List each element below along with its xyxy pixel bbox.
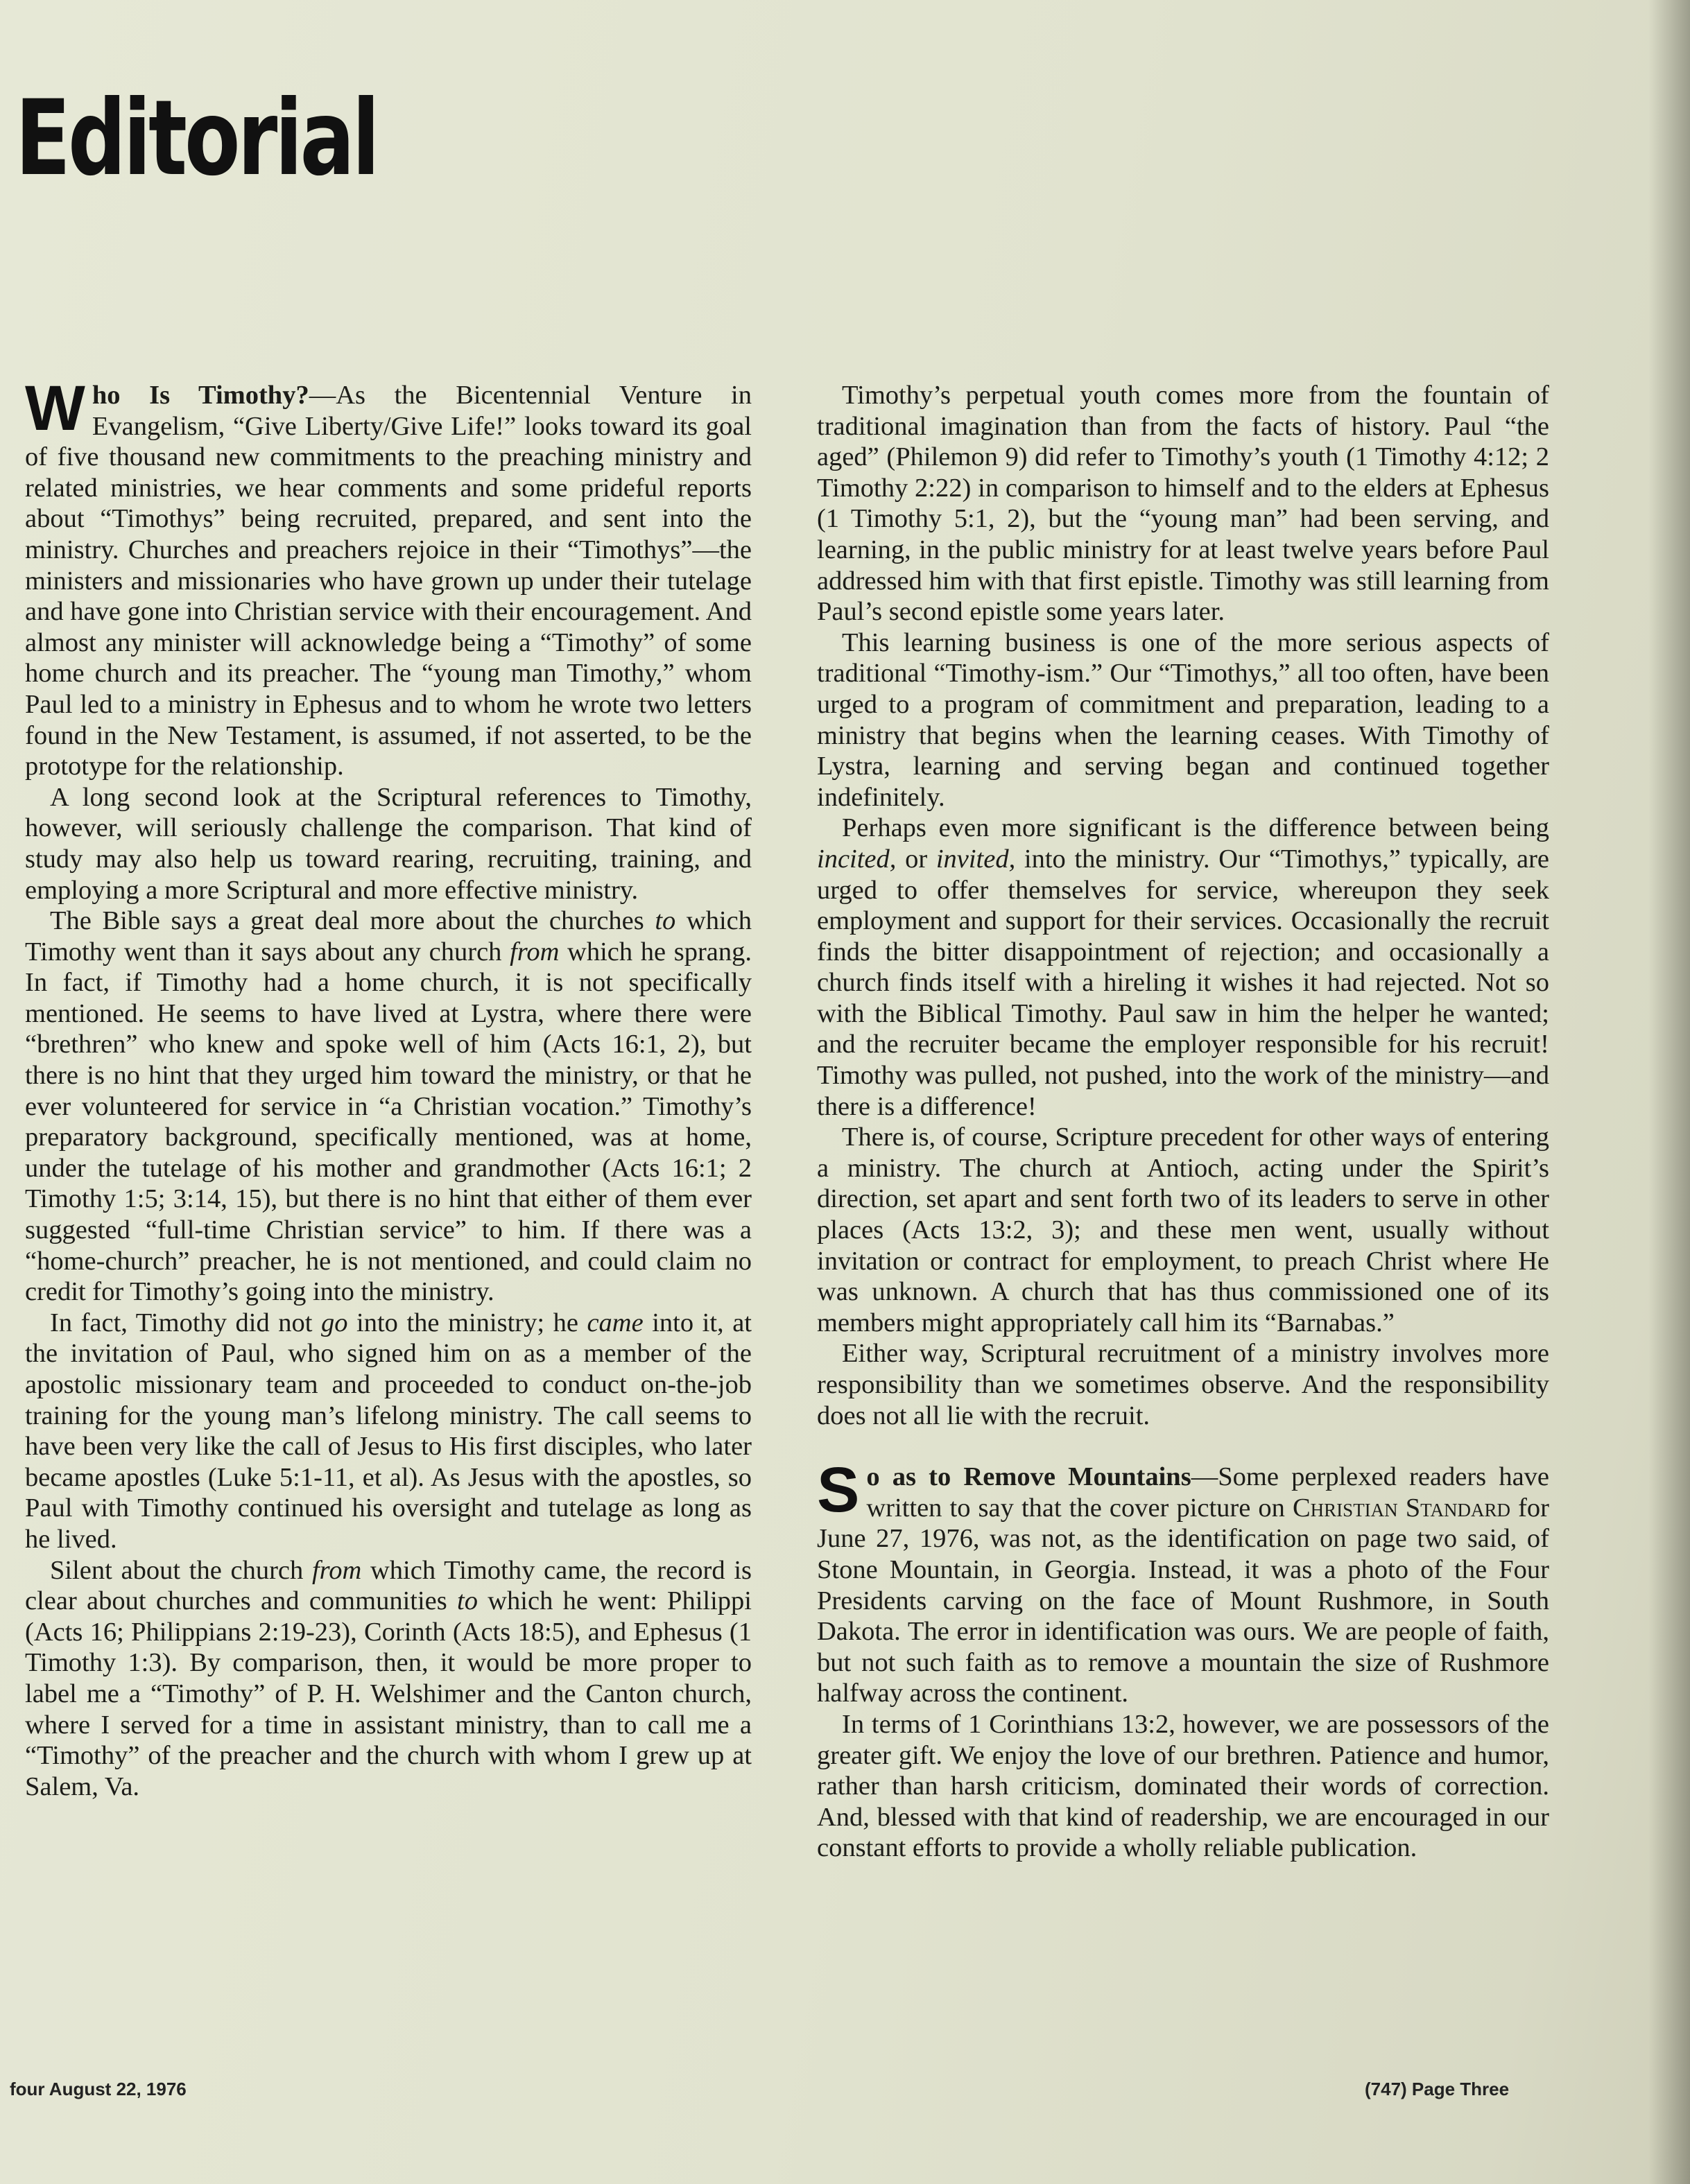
article-timothy-paragraph-10: Either way, Scriptural recruitment of a ministry involves more responsibility than we sometimes observe. And the responsibility does not all lie with the recruit. [817,1339,1549,1430]
text-run: which Timothy came, the record is clear about churches and communities [25,1555,752,1616]
text-run: which he went: Philippi (Acts 16; Philippians 2:19-23), Corinth (Acts 18:5), and Ephesus (1 Timothy 1:3). By comparison, then, it would be more proper to label me a “Timothy” of P. H. Welshimer and the Canton church, where I served for a time in assistant ministry, than to call me a “Timothy” of the preacher and the church with whom I grew up at Salem, Va. [25,1586,752,1801]
italic-run: go [321,1308,348,1337]
footer-page-number: (747) Page Three [1365,2079,1510,2099]
text-run: which he sprang. In fact, if Timothy had a home church, it is not specifically mentioned. He seems to have lived at Lystra, where there were “brethren” who knew and spoke well of him (Acts 16:1, 2), but there is no hint that they urged him toward the ministry, or that he ever volunteered for service in “a Christian vocation.” Timothy’s preparatory background, specifically mentioned, was at home, under the tutelage of his mother and grandmother (Acts 16:1; 2 Timothy 1:5; 3:14, 15), but there is no hint that either of them ever suggested “full-time Christian service” to him. If there was a “home-church” preacher, he is not mentioned, and could claim no credit for Timothy’s going into the ministry. [25,937,752,1307]
article-timothy-lead-paragraph [25,373,752,782]
italic-run: to [457,1586,478,1616]
text-run: —Some perplexed readers have written to say that the cover picture on [866,1462,1550,1523]
text-run: Silent about the church [50,1555,312,1585]
text-run: into the ministry. Our “Timothys,” typically, are urged to offer themselves for service, whereupon they seek employment and support for their services. Occasionally the recruit finds the bitter disappointment of rejection; and occasionally a church finds itself with a hireling it wishes it had rejected. Not so with the Biblical Timothy. Paul saw in him the helper he wanted; and the recruiter became the employer responsible for his recruit! Timothy was pulled, not pushed, into the work of the ministry—and there is a difference! [817,844,1549,1121]
text-run: In fact, Timothy did not [50,1308,321,1337]
footer-date: four August 22, 1976 [10,2079,187,2099]
left-column [25,373,752,1802]
text-run: The Bible says a great deal more about the churches [50,906,655,936]
text-run: for June 27, 1976, was not, as the identification on page two said, of Stone Mountain, in Georgia. Instead, it was a photo of the Four Presidents carving on the face of Mount Rushmore, in South Dakota. The error in identification was ours. We are people of faith, but not such faith as to remove a mountain the size of Rushmore halfway across the continent. [817,1493,1549,1708]
article-timothy-paragraph-7: This learning business is one of the more serious aspects of traditional “Timothy-ism.” Our “Timothys,” all too often, have been urged to a program of commitment and preparation, leading to a ministry that begins when the learning ceases. With Timothy of Lystra, learning and serving began and continued together indefinitely. [817,627,1549,812]
article-timothy-paragraph-8 [817,813,1549,1122]
paragraph-text: —As the Bicentennial Venture in Evangelism, “Give Liberty/Give Life!” looks toward its goal of five thousand new commitments to the preaching ministry and related ministries, we hear comments and some prideful reports about “Timothys” being recruited, prepared, and sent into the ministry. Churches and preachers rejoice in their “Timothys”—the ministers and missionaries who have grown up under their tutelage and have gone into Christian service with their encouragement. And almost any minister will acknowledge being a “Timothy” of some home church and its preacher. The “young man Timothy,” whom Paul led to a ministry in Ephesus and to whom he wrote two letters found in the New Testament, is assumed, if not asserted, to be the prototype for the relationship. [25,381,752,781]
article-timothy-paragraph-6: Timothy’s perpetual youth comes more from the fountain of traditional imagination than from the facts of history. Paul “the aged” (Philemon 9) did refer to Timothy’s youth (1 Timothy 4:12; 2 Timothy 2:22) in comparison to himself and to the elders at Ephesus (1 Timothy 5:1, 2), but the “young man” had been serving, and learning, in the public ministry for at least twelve years before Paul addressed him with that first epistle. Timothy was still learning from Paul’s second epistle some years later. [817,381,1549,627]
italic-run: came [587,1308,644,1337]
article-mountains-lead-paragraph [817,1455,1550,1709]
article-mountains-paragraph-2: In terms of 1 Corinthians 13:2, however, we are possessors of the greater gift. We enjoy the love of our brethren. Patience and humor, rather than harsh criticism, dominated their words of correction. And, blessed with that kind of readership, we are encouraged in our constant efforts to provide a wholly reliable publication. [817,1709,1549,1863]
drop-cap: W [25,373,85,444]
article-timothy-paragraph-9: There is, of course, Scripture precedent for other ways of entering a ministry. The church at Antioch, acting under the Spirit’s direction, set apart and sent forth two of its leaders to serve in other places (Acts 13:2, 3); and these men went, usually without invitation or contract for employment, to preach Christ where He was unknown. A church that has thus commissioned one of its members might appropriately call him its “Barnabas.” [817,1123,1549,1337]
text-run: which Timothy went than it says about any church [25,906,752,967]
text-run: into the ministry; he [347,1308,587,1337]
article-timothy-paragraph-5 [25,1555,752,1803]
article-timothy-headline: ho Is Timothy? [92,381,309,410]
italic-run: from [510,937,560,967]
drop-cap: S [817,1455,860,1526]
article-timothy-paragraph-4 [25,1308,752,1555]
article-timothy-paragraph-3 [25,905,752,1308]
text-run: Perhaps even more significant is the difference between being [842,813,1549,843]
article-mountains-headline: o as to Remove Mountains [866,1462,1191,1492]
article-timothy-paragraph-2: A long second look at the Scriptural references to Timothy, however, will seriously challenge the comparison. That kind of study may also help us toward rearing, recruiting, training, and employing a more Scriptural and more effective ministry. [25,782,752,905]
italic-run: to [655,906,676,936]
page-edge-shadow [1648,0,1690,2184]
text-run: into it, at the invitation of Paul, who signed him on as a member of the apostolic missionary team and proceeded to conduct on-the-job training for the young man’s lifelong ministry. The call seems to have been very like the call of Jesus to His first disciples, who later became apostles (Luke 5:1-11, et al). As Jesus with the apostles, so Paul with Timothy continued his oversight and tutelage as long as he lived. [25,1308,752,1554]
text-run: or [896,844,936,874]
magazine-name: Christian Standard [1293,1493,1510,1523]
right-column [817,380,1549,1864]
italic-run: from [311,1555,362,1585]
section-masthead: Editorial [15,78,377,199]
italic-run: incited, [817,844,897,874]
italic-run: invited, [935,844,1016,874]
